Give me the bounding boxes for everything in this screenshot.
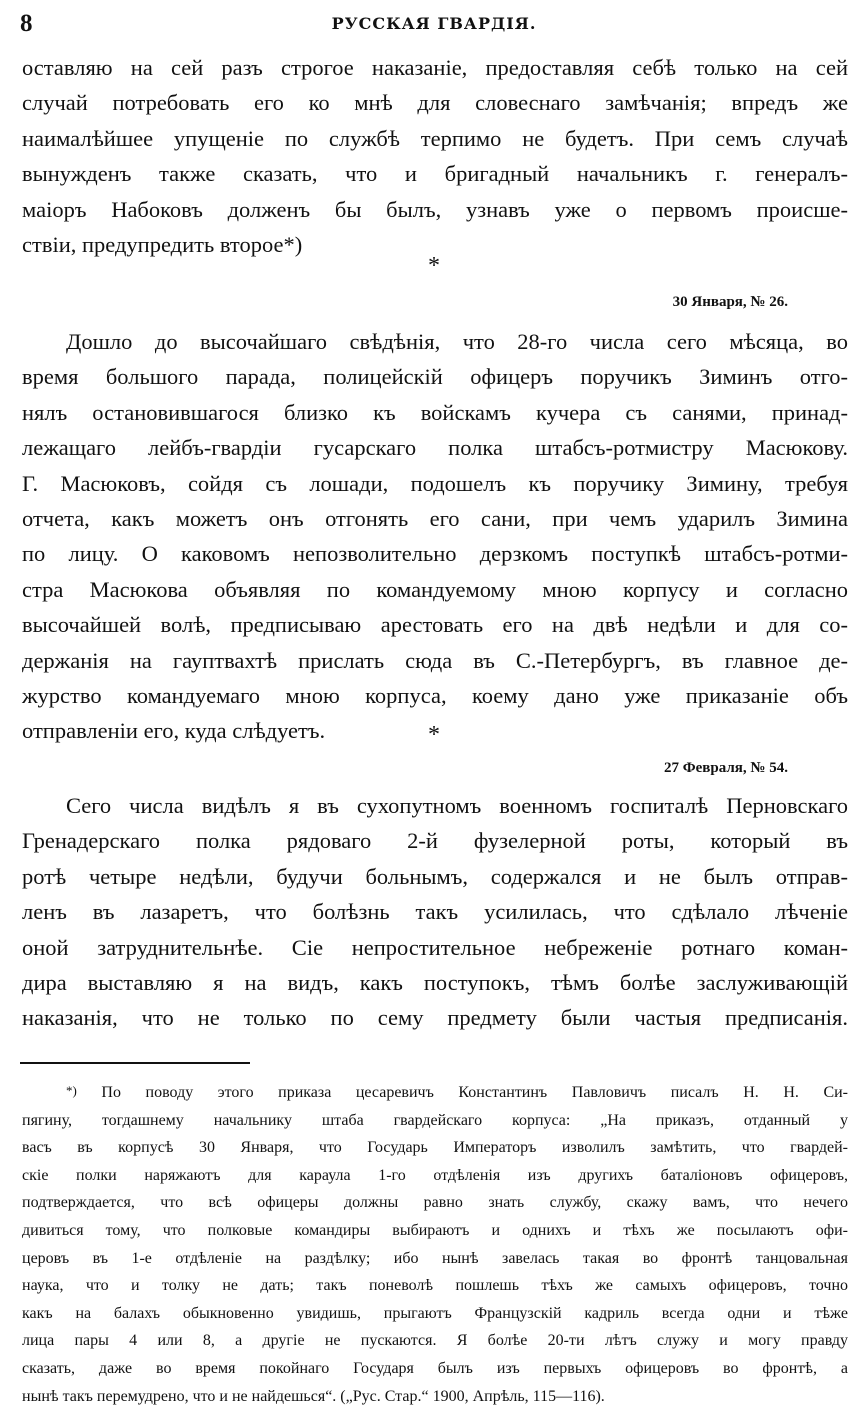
footnote-reference: *) — [283, 232, 303, 258]
footnote-line — [22, 1077, 848, 1107]
footnote-line: церовъ въ 1-е отдѣленіе на раздѣлку; ибо нынѣ завелась такая во фронтѣ танцовальная — [22, 1249, 848, 1267]
order-dateline: 30 Января, № 26. — [672, 294, 788, 310]
text-line: нялъ остановившагося близко къ войскамъ кучера съ санями, принад- — [22, 399, 848, 425]
text-line: высочайшей волѣ, предписываю арестовать его на двѣ недѣли и для со- — [22, 612, 848, 638]
footnote — [22, 1077, 848, 1410]
footnote-line: нынѣ такъ перемудрено, что и не найдешься“. („Рус. Стар.“ 1900, Апрѣль, 115—116). — [22, 1387, 605, 1405]
text-line: журство командуемаго мною корпуса, коему дано уже приказаніе объ — [22, 683, 848, 709]
text-line: стра Масюкова объявляя по командуемому мною корпусу и согласно — [22, 576, 848, 602]
footnote-line: лица пары 4 или 8, а другіе не пускаются. Я болѣе 20-ти лѣтъ служу и могу правду — [22, 1332, 848, 1350]
section-separator: * — [428, 722, 440, 748]
text-line: Дошло до высочайшаго свѣдѣнія, что 28-го числа сего мѣсяца, во — [66, 329, 848, 354]
footnote-line-body: По поводу этого приказа цесаревичъ Константинъ Павловичъ писалъ Н. Н. Си- — [101, 1084, 849, 1101]
running-title: РУССКАЯ ГВАРДІЯ. — [331, 14, 537, 33]
text-line: время большого парада, полицейскій офицеръ поручикъ Зиминъ отго- — [22, 364, 848, 390]
footnote-line: какъ на балахъ обыкновенно увидишь, прыгаютъ Французскій кадриль всегда одни и тѣже — [22, 1304, 848, 1322]
footnote-line: сказать, даже во время покойнаго Государя былъ изъ первыхъ офицеровъ во фронтѣ, а — [22, 1359, 848, 1377]
page-number: 8 — [20, 10, 33, 37]
text-line: дира выставляю я на видъ, какъ поступокъ, тѣмъ болѣе заслуживающій — [22, 970, 848, 996]
text-line: оставляю на сей разъ строгое наказаніе, предоставляя себѣ только на сей — [22, 55, 848, 80]
text-line: оной затруднительнѣе. Сіе непростительное небреженіе ротнаго коман- — [22, 934, 848, 960]
footnote-line: васъ въ корпусѣ 30 Января, что Государь Императоръ изволилъ замѣтить, что гвардей- — [22, 1139, 848, 1157]
text-line: Гренадерскаго полка рядоваго 2-й фузелерной роты, который въ — [22, 828, 848, 854]
text-line: отчета, какъ можетъ онъ отгонять его сани, при чемъ ударилъ Зимина — [22, 506, 848, 532]
paragraph-order-26 — [22, 324, 848, 749]
paragraph-order-54 — [22, 788, 848, 1036]
text-line: наималѣйшее упущеніе по службѣ терпимо не будетъ. При семъ случаѣ — [22, 125, 848, 151]
text-line: ротѣ четыре недѣли, будучи больнымъ, содержался и не былъ отправ- — [22, 863, 848, 889]
text-line: лежащаго лейбъ-гвардіи гусарскаго полка штабсъ-ротмистру Масюкову. — [22, 435, 848, 461]
footnote-line: дивиться тому, что полковые командиры выбираютъ и однихъ и тѣхъ же посылаютъ офи- — [22, 1221, 848, 1239]
text-line: ленъ въ лазаретъ, что болѣзнь такъ усилилась, что сдѣлало лѣченіе — [22, 899, 848, 925]
text-line: Сего числа видѣлъ я въ сухопутномъ военномъ госпиталѣ Перновскаго — [66, 793, 848, 818]
text-line: случай потребовать его ко мнѣ для словеснаго замѣчанія; впредъ же — [22, 90, 848, 116]
text-line: по лицу. О каковомъ непозволительно дерзкомъ поступкѣ штабсъ-ротми- — [22, 541, 848, 567]
text-line: наказанія, что не только по сему предмету были частыя предписанія. — [22, 1005, 848, 1031]
text-line: Г. Масюковъ, сойдя съ лошади, подошелъ къ поручику Зимину, требуя — [22, 470, 848, 496]
text-line: держанія на гауптвахтѣ прислать сюда въ С.-Петербургъ, въ главное де- — [22, 647, 848, 673]
footnote-line: скіе полки наряжаютъ для караула 1-го отдѣленія изъ другихъ баталіоновъ офицеровъ, — [22, 1166, 848, 1184]
footnote-line: наука, что и толку не дать; такъ поневолѣ пошлешь тѣхъ же самыхъ офицеровъ, точно — [22, 1277, 848, 1295]
paragraph-continuation — [22, 50, 848, 262]
text-line: маіоръ Набоковъ долженъ бы былъ, узнавъ уже о первомъ происше- — [22, 196, 848, 222]
footnote-divider — [20, 1062, 250, 1064]
order-dateline: 27 Февраля, № 54. — [664, 760, 788, 776]
footnote-marker: *) — [66, 1083, 77, 1098]
footnote-line: пягину, тогдашнему начальнику штаба гвардейскаго корпуса: „На приказъ, отданный у — [22, 1111, 848, 1129]
footnote-line: подтверждается, что всѣ офицеры должны равно знать службу, скажу вамъ, что нечего — [22, 1194, 848, 1212]
section-separator: * — [428, 253, 440, 279]
text-line: отправленіи его, куда слѣдуетъ. — [22, 718, 326, 744]
text-line: вынужденъ также сказать, что и бригадный начальникъ г. генералъ- — [22, 161, 848, 187]
text-line-body: ствіи, предупредить второе — [22, 232, 284, 258]
page-header — [20, 10, 848, 38]
